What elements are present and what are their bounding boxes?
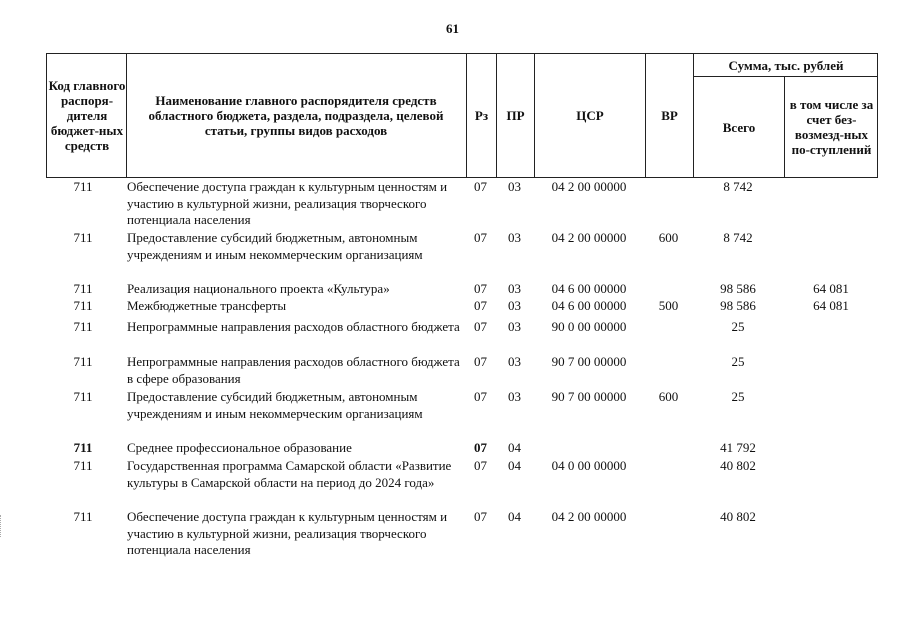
scan-margin-mark — [0, 515, 5, 537]
cell-free: 64 081 — [813, 298, 849, 313]
cell-code: 711 — [73, 458, 93, 473]
cell-name: Реализация национального проекта «Культура» — [127, 281, 390, 296]
cell-total: 41 792 — [720, 440, 756, 455]
cell-pr: 03 — [508, 319, 521, 334]
cell-rz: 07 — [474, 458, 487, 473]
cell-pr: 04 — [508, 458, 521, 473]
cell-pr: 03 — [508, 354, 521, 369]
cell-csr: 04 2 00 00000 — [551, 509, 627, 524]
cell-name: Предоставление субсидий бюджетным, автономным учреждениям и иным некоммерческим организациям — [127, 230, 423, 262]
header-total: Всего — [722, 119, 756, 135]
header-rz: Рз — [474, 108, 489, 123]
cell-pr: 03 — [508, 281, 521, 296]
cell-name: Обеспечение доступа граждан к культурным ценностям и участию в культурной жизни, реализация творческого потенциала населения — [127, 509, 448, 557]
cell-code: 711 — [73, 230, 93, 245]
header-csr: ЦСР — [576, 108, 604, 123]
cell-pr: 04 — [508, 440, 521, 455]
page-number: 61 — [446, 21, 459, 36]
cell-csr: 04 6 00 00000 — [551, 281, 627, 296]
cell-csr: 04 0 00 00000 — [551, 458, 627, 473]
cell-rz: 07 — [474, 179, 487, 194]
cell-code: 711 — [73, 281, 93, 296]
cell-pr: 04 — [508, 509, 521, 524]
cell-code: 711 — [73, 179, 93, 194]
cell-name: Непрограммные направления расходов областного бюджета — [127, 319, 460, 334]
col-divider — [126, 54, 127, 177]
cell-name: Государственная программа Самарской области «Развитие культуры в Самарской области на период до 2024 года» — [127, 458, 452, 490]
table-header — [46, 53, 878, 178]
cell-code: 711 — [73, 319, 93, 334]
cell-pr: 03 — [508, 389, 521, 404]
cell-total: 40 802 — [720, 509, 756, 524]
cell-pr: 03 — [508, 298, 521, 313]
header-vr: ВР — [661, 108, 678, 123]
cell-code: 711 — [73, 354, 93, 369]
cell-code: 711 — [73, 298, 93, 313]
cell-rz: 07 — [474, 354, 487, 369]
cell-rz: 07 — [474, 281, 487, 296]
cell-total: 98 586 — [720, 298, 756, 313]
cell-pr: 03 — [508, 230, 521, 245]
cell-total: 25 — [731, 319, 745, 334]
cell-vr: 600 — [658, 389, 679, 404]
header-sum-group: Сумма, тыс. рублей — [728, 57, 844, 73]
cell-vr: 500 — [658, 298, 679, 313]
cell-total: 98 586 — [720, 281, 756, 296]
cell-code: 711 — [73, 440, 93, 455]
cell-rz: 07 — [474, 389, 487, 404]
cell-code: 711 — [73, 509, 93, 524]
cell-csr: 90 7 00 00000 — [551, 389, 627, 404]
cell-total: 25 — [731, 389, 745, 404]
cell-csr: 90 0 00 00000 — [551, 319, 627, 334]
cell-name: Межбюджетные трансферты — [127, 298, 287, 313]
cell-csr: 04 2 00 00000 — [551, 230, 627, 245]
cell-name: Среднее профессиональное образование — [127, 440, 352, 455]
cell-rz: 07 — [474, 440, 487, 455]
cell-rz: 07 — [474, 230, 487, 245]
cell-rz: 07 — [474, 509, 487, 524]
cell-total: 8 742 — [723, 179, 753, 194]
header-pr: ПР — [506, 108, 525, 123]
cell-vr: 600 — [658, 230, 679, 245]
cell-pr: 03 — [508, 179, 521, 194]
cell-csr: 90 7 00 00000 — [551, 354, 627, 369]
cell-total: 8 742 — [723, 230, 753, 245]
cell-code: 711 — [73, 389, 93, 404]
cell-rz: 07 — [474, 319, 487, 334]
header-name: Наименование главного распорядителя средств областного бюджета, раздела, подраздела, целевой статьи, группы видов расходов — [148, 93, 444, 138]
cell-name: Обеспечение доступа граждан к культурным ценностям и участию в культурной жизни, реализация творческого потенциала населения — [127, 179, 448, 227]
cell-total: 40 802 — [720, 458, 756, 473]
cell-total: 25 — [731, 354, 745, 369]
header-free: в том числе за счет без-возмезд-ных по-ступлений — [789, 97, 874, 157]
header-code: Код главного распоря-дителя бюджет-ных средств — [48, 78, 126, 153]
cell-csr: 04 6 00 00000 — [551, 298, 627, 313]
cell-name: Предоставление субсидий бюджетным, автономным учреждениям и иным некоммерческим организациям — [127, 389, 423, 421]
cell-rz: 07 — [474, 298, 487, 313]
cell-free: 64 081 — [813, 281, 849, 296]
cell-name: Непрограммные направления расходов областного бюджета в сфере образования — [127, 354, 460, 386]
cell-csr: 04 2 00 00000 — [551, 179, 627, 194]
